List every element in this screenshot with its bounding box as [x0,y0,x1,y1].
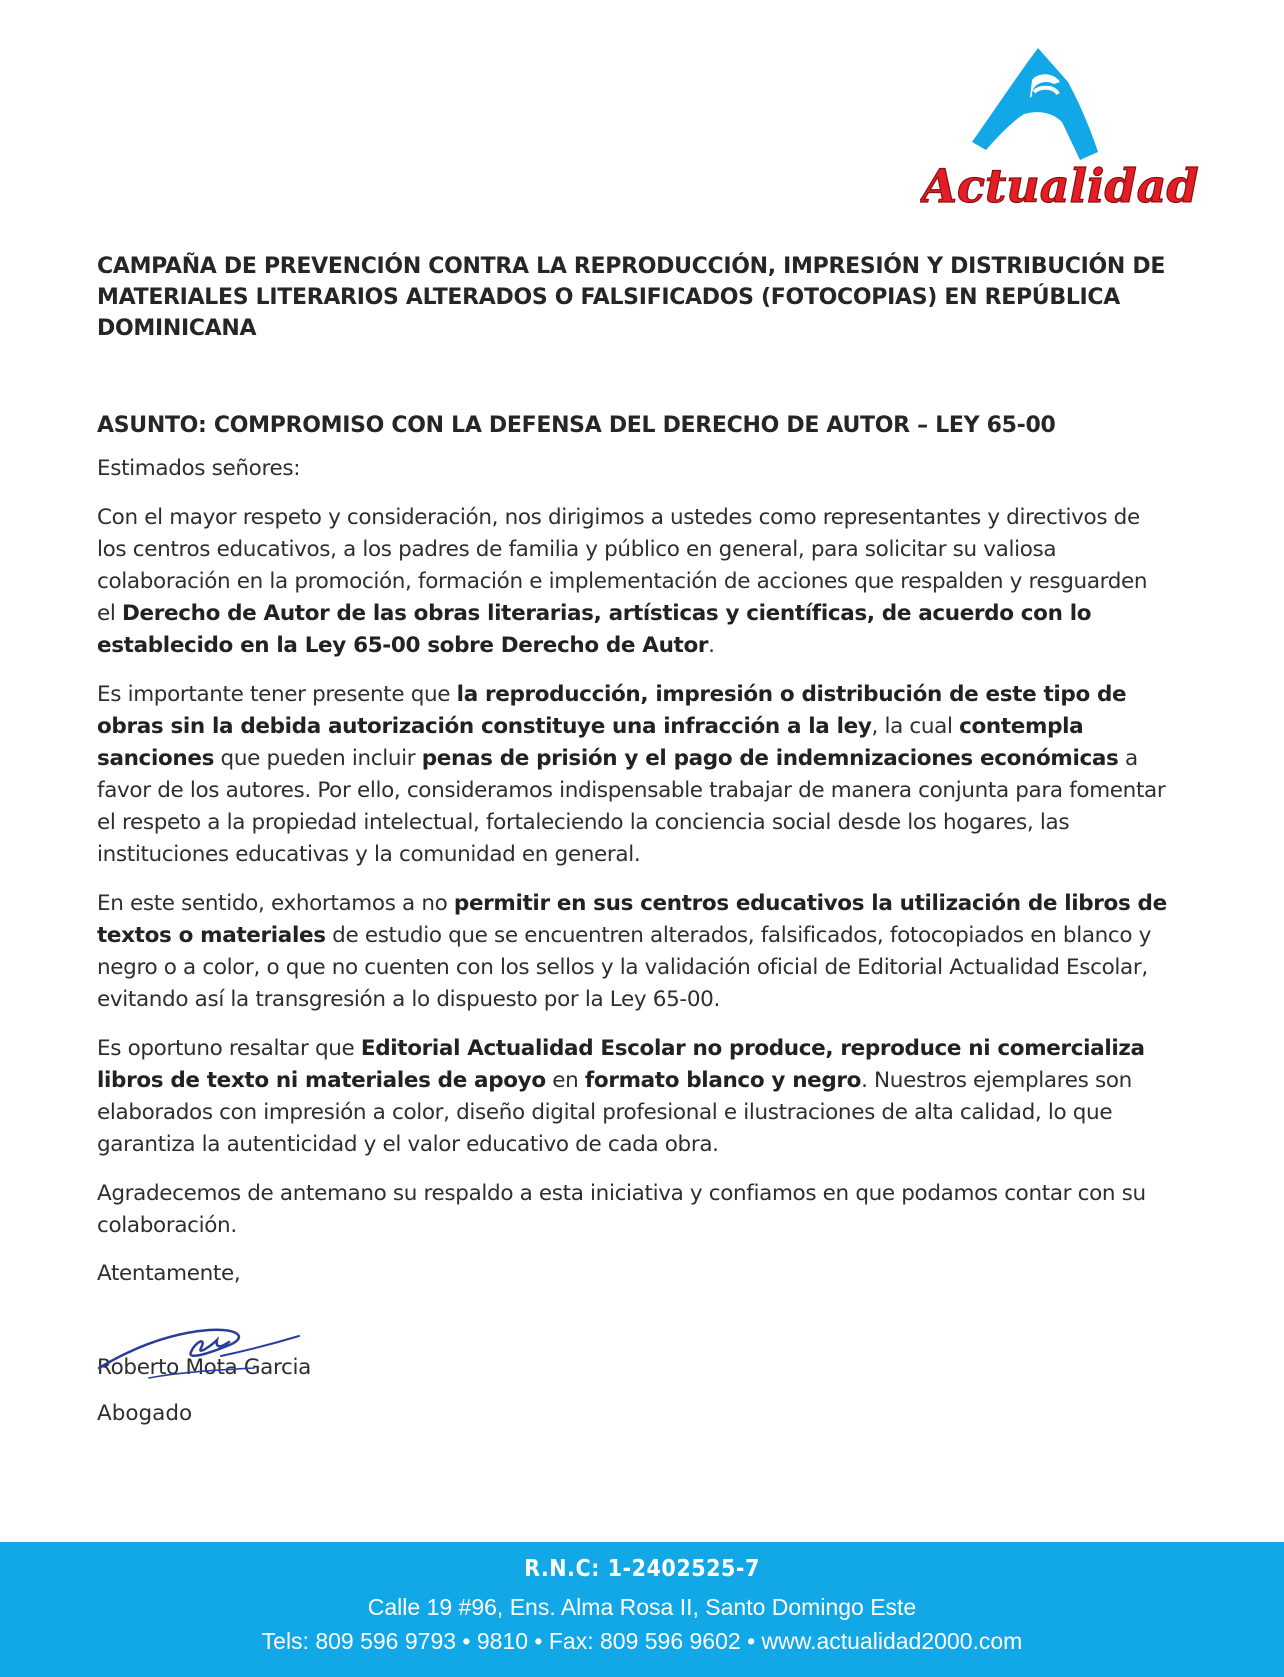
text-run: Es importante tener presente que [97,682,457,707]
text-run: , la cual [871,714,960,739]
text-run: En este sentido, exhortamos a no [97,891,454,916]
text-run: Es oportuno resaltar que [97,1036,361,1061]
greeting: Estimados señores: [97,456,301,481]
text-run: . Nuestros ejemplares son elaborados con impresión a color, diseño digital profesional e ilustraciones de alta calidad, lo que garantiza la autenticidad y el valor educativo de cada obra. [97,1068,1132,1157]
paragraph-4 [97,1033,1172,1161]
handwritten-signature [89,1316,319,1391]
text-run: Agradecemos de antemano su respaldo a esta iniciativa y confiamos en que podamos contar con su colaboración. [97,1181,1146,1238]
footer-contact: Tels: 809 596 9793 • 9810 • Fax: 809 596 9602 • www.actualidad2000.com [261,1628,1023,1654]
closing: Atentamente, [97,1261,241,1286]
document-title: CAMPAÑA DE PREVENCIÓN CONTRA LA REPRODUCCIÓN, IMPRESIÓN Y DISTRIBUCIÓN DE MATERIALES LITERARIOS ALTERADOS O FALSIFICADOS (FOTOCOPIAS) EN REPÚBLICA DOMINICANA [97,254,1166,341]
footer-rnc: R.N.C: 1-2402525-7 [524,1556,760,1582]
bold-run: la reproducción, impresión o distribución de este tipo de obras sin la debida autorización constituye una infracción a la ley [97,682,1127,739]
bold-run: permitir en sus centros educativos la utilización de libros de textos o materiales [97,891,1167,948]
text-run: a favor de los autores. Por ello, consideramos indispensable trabajar de manera conjunta para fomentar el respeto a la propiedad intelectual, fortaleciendo la conciencia social desde los hogares, las instituciones educativas y la comunidad en general. [97,746,1166,867]
text-run: Con el mayor respeto y consideración, nos dirigimos a ustedes como representantes y directivos de los centros educativos, a los padres de familia y público en general, para solicitar su valiosa colaboración en la promoción, formación e implementación de acciones que respalden y resguarden el [97,505,1148,626]
signer-title: Abogado [97,1401,193,1426]
paragraph-2 [97,679,1172,871]
footer-address: Calle 19 #96, Ens. Alma Rosa II, Santo Domingo Este [367,1594,917,1620]
text-run: . [708,633,715,658]
footer-bar [0,1542,1284,1677]
text-run: de estudio que se encuentren alterados, falsificados, fotocopiados en blanco y negro o a color, o que no cuenten con los sellos y la validación oficial de Editorial Actualidad Escolar, evitando así la transgresión a lo dispuesto por la Ley 65-00. [97,923,1152,1012]
paragraph-1 [97,502,1172,662]
bold-run: contempla sanciones [97,714,1084,771]
bold-run: Derecho de Autor de las obras literarias, artísticas y científicas, de acuerdo con lo establecido en la Ley 65-00 sobre Derecho de Autor [97,601,1092,658]
text-run: en [545,1068,585,1093]
paragraph-3 [97,888,1172,1016]
actualidad-logo [920,42,1210,217]
bold-run: Editorial Actualidad Escolar no produce, reproduce ni comercializa libros de texto ni materiales de apoyo [97,1036,1145,1093]
actualidad-logo-graphic [920,42,1210,217]
signer-name: Roberto Mota Garcia [97,1355,311,1380]
bold-run: penas de prisión y el pago de indemnizaciones económicas [421,746,1119,771]
subject-line: ASUNTO: COMPROMISO CON LA DEFENSA DEL DERECHO DE AUTOR – LEY 65-00 [97,413,1056,438]
logo-wordmark: Actualidad [921,159,1199,213]
text-run: que pueden incluir [214,746,422,771]
paragraph-5 [97,1178,1172,1242]
letter-body [97,251,1172,1430]
bold-run: formato blanco y negro [584,1068,862,1093]
signature-block [97,1328,1172,1388]
